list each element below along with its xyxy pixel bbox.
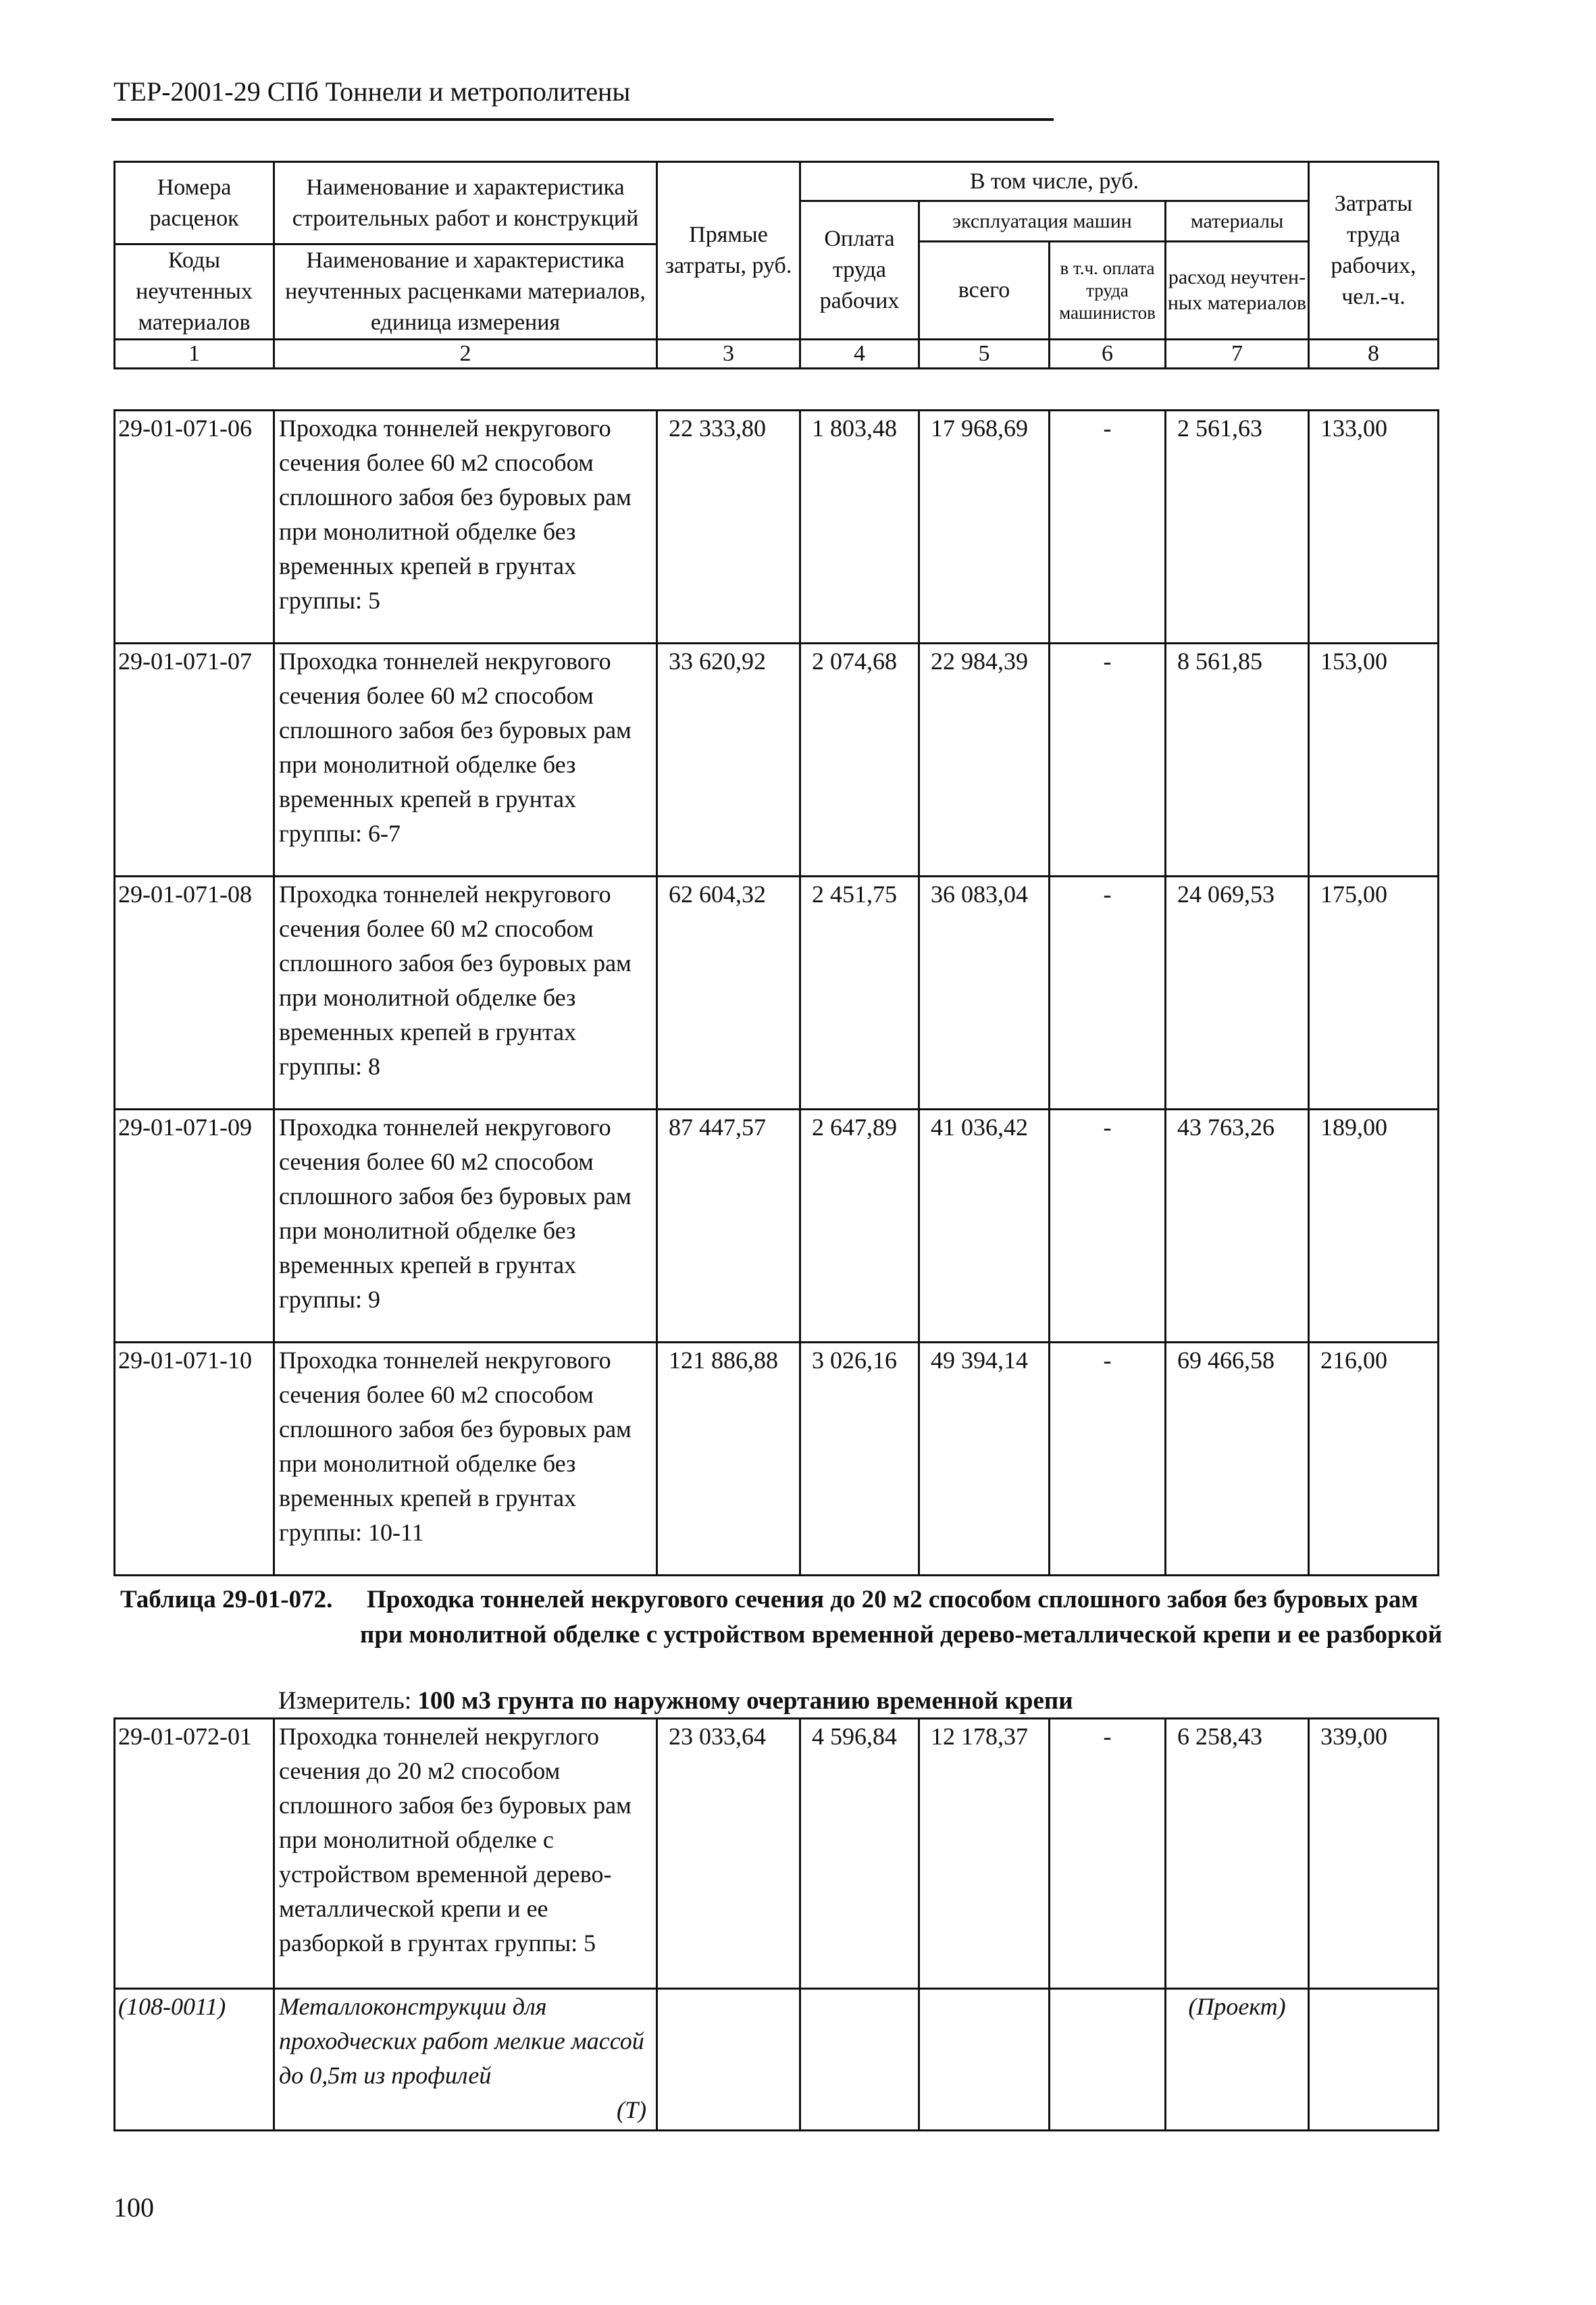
header-group: В том числе, руб.: [800, 162, 1309, 201]
rate-code: 29-01-071-06: [115, 411, 274, 644]
material-description-cell: [274, 1989, 657, 2131]
operators-pay: -: [1050, 1343, 1166, 1576]
header-col5: всего: [919, 242, 1050, 340]
table-row: [115, 1343, 1439, 1576]
table-row: [115, 644, 1439, 877]
materials-cost: 43 763,26: [1166, 1110, 1309, 1343]
rate-description: Проходка тоннелей некругового сечения более 60 м2 способом сплошного забоя без буровых рам при монолитной обделке без временных крепей в грунтах группы: 9: [274, 1110, 657, 1343]
operators-pay: -: [1050, 1719, 1166, 1989]
page-number: 100: [113, 2192, 154, 2223]
table-title: Проходка тоннелей некругового сечения до 20 м2 способом сплошного забоя без буровых рам при монолитной обделке с устройством временной дерево-металлической крепи и ее разборкой: [360, 1586, 1443, 1649]
header-materials: материалы: [1166, 201, 1309, 242]
table-row: [115, 1110, 1439, 1343]
operators-pay: -: [1050, 644, 1166, 877]
table-row: [115, 1719, 1439, 1989]
material-description: Металлоконструкции для проходческих работ мелкие массой до 0,5т из профилей: [279, 1993, 644, 2089]
labor-pay: 2 647,89: [800, 1110, 919, 1343]
rates-table-2: [113, 1717, 1439, 2131]
labor-hours: 216,00: [1309, 1343, 1439, 1576]
labor-hours: 153,00: [1309, 644, 1439, 877]
material-code: (108-0011): [115, 1989, 274, 2131]
rate-code: 29-01-071-07: [115, 644, 274, 877]
header-col8: Затраты труда рабочих, чел.-ч.: [1309, 162, 1439, 340]
rate-code: 29-01-071-10: [115, 1343, 274, 1576]
table-caption: [120, 1582, 1444, 1653]
empty-cell: [657, 1989, 800, 2131]
materials-cost: 8 561,85: [1166, 644, 1309, 877]
labor-hours: 133,00: [1309, 411, 1439, 644]
col-number: 3: [657, 340, 800, 369]
page-header-title: ТЕР-2001-29 СПб Тоннели и метрополитены: [113, 76, 631, 107]
col-number: 8: [1309, 340, 1439, 369]
direct-costs: 22 333,80: [657, 411, 800, 644]
col-number: 7: [1166, 340, 1309, 369]
rate-code: 29-01-071-08: [115, 877, 274, 1110]
labor-pay: 2 074,68: [800, 644, 919, 877]
rate-description: Проходка тоннелей некругового сечения более 60 м2 способом сплошного забоя без буровых рам при монолитной обделке без временных крепей в грунтах группы: 10-11: [274, 1343, 657, 1576]
operators-pay: -: [1050, 1110, 1166, 1343]
direct-costs: 121 886,88: [657, 1343, 800, 1576]
material-amount: (Проект): [1166, 1989, 1309, 2131]
empty-cell: [919, 1989, 1050, 2131]
empty-cell: [1050, 1989, 1166, 2131]
labor-hours: 339,00: [1309, 1719, 1439, 1989]
header-col7: расход неучтен-ных материалов: [1166, 242, 1309, 340]
rate-code: 29-01-071-09: [115, 1110, 274, 1343]
meter-value: 100 м3 грунта по наружному очертанию временной крепи: [417, 1687, 1073, 1715]
operators-pay: -: [1050, 877, 1166, 1110]
table-row: [115, 877, 1439, 1110]
machines-total: 17 968,69: [919, 411, 1050, 644]
column-header-table: [113, 161, 1439, 369]
header-col1-bottom: Коды неучтенных материалов: [115, 244, 274, 340]
machines-total: 36 083,04: [919, 877, 1050, 1110]
labor-hours: 189,00: [1309, 1110, 1439, 1343]
machines-total: 12 178,37: [919, 1719, 1050, 1989]
materials-cost: 69 466,58: [1166, 1343, 1309, 1576]
labor-pay: 3 026,16: [800, 1343, 919, 1576]
labor-pay: 1 803,48: [800, 411, 919, 644]
direct-costs: 87 447,57: [657, 1110, 800, 1343]
table-row: [115, 411, 1439, 644]
machines-total: 49 394,14: [919, 1343, 1050, 1576]
header-col3: Прямые затраты, руб.: [657, 162, 800, 340]
header-col4: Оплата труда рабочих: [800, 201, 919, 340]
labor-pay: 4 596,84: [800, 1719, 919, 1989]
material-unit-mark: (Т): [617, 2096, 646, 2123]
rate-description: Проходка тоннелей некругового сечения более 60 м2 способом сплошного забоя без буровых рам при монолитной обделке без временных крепей в грунтах группы: 6-7: [274, 644, 657, 877]
materials-cost: 24 069,53: [1166, 877, 1309, 1110]
rate-description: Проходка тоннелей некругового сечения более 60 м2 способом сплошного забоя без буровых рам при монолитной обделке без временных крепей в грунтах группы: 5: [274, 411, 657, 644]
col-number: 5: [919, 340, 1050, 369]
measurement-unit: [278, 1686, 1073, 1715]
col-number: 4: [800, 340, 919, 369]
direct-costs: 23 033,64: [657, 1719, 800, 1989]
material-row: [115, 1989, 1439, 2131]
meter-label: Измеритель:: [278, 1687, 412, 1715]
empty-cell: [800, 1989, 919, 2131]
header-col2-top: Наименование и характеристика строительных работ и конструкций: [274, 162, 657, 244]
materials-cost: 6 258,43: [1166, 1719, 1309, 1989]
empty-cell: [1309, 1989, 1439, 2131]
header-col1-top: Номера расценок: [115, 162, 274, 244]
machines-total: 22 984,39: [919, 644, 1050, 877]
col-number: 1: [115, 340, 274, 369]
direct-costs: 33 620,92: [657, 644, 800, 877]
direct-costs: 62 604,32: [657, 877, 800, 1110]
rates-table: [113, 409, 1439, 1576]
table-number: Таблица 29-01-072.: [120, 1586, 333, 1613]
col-number: 2: [274, 340, 657, 369]
materials-cost: 2 561,63: [1166, 411, 1309, 644]
operators-pay: -: [1050, 411, 1166, 644]
header-col2-bottom: Наименование и характеристика неучтенных расценками материалов, единица измерения: [274, 244, 657, 340]
header-rule: [111, 118, 1054, 121]
header-machines: эксплуатация машин: [919, 201, 1166, 242]
col-number: 6: [1050, 340, 1166, 369]
header-col6: в т.ч. оплата труда машинистов: [1050, 242, 1166, 340]
labor-hours: 175,00: [1309, 877, 1439, 1110]
machines-total: 41 036,42: [919, 1110, 1050, 1343]
rate-description: Проходка тоннелей некругового сечения более 60 м2 способом сплошного забоя без буровых рам при монолитной обделке без временных крепей в грунтах группы: 8: [274, 877, 657, 1110]
labor-pay: 2 451,75: [800, 877, 919, 1110]
rate-description: Проходка тоннелей некруглого сечения до 20 м2 способом сплошного забоя без буровых рам при монолитной обделке с устройством временной дерево-металлической крепи и ее разборкой в грунтах группы: 5: [274, 1719, 657, 1989]
rate-code: 29-01-072-01: [115, 1719, 274, 1989]
